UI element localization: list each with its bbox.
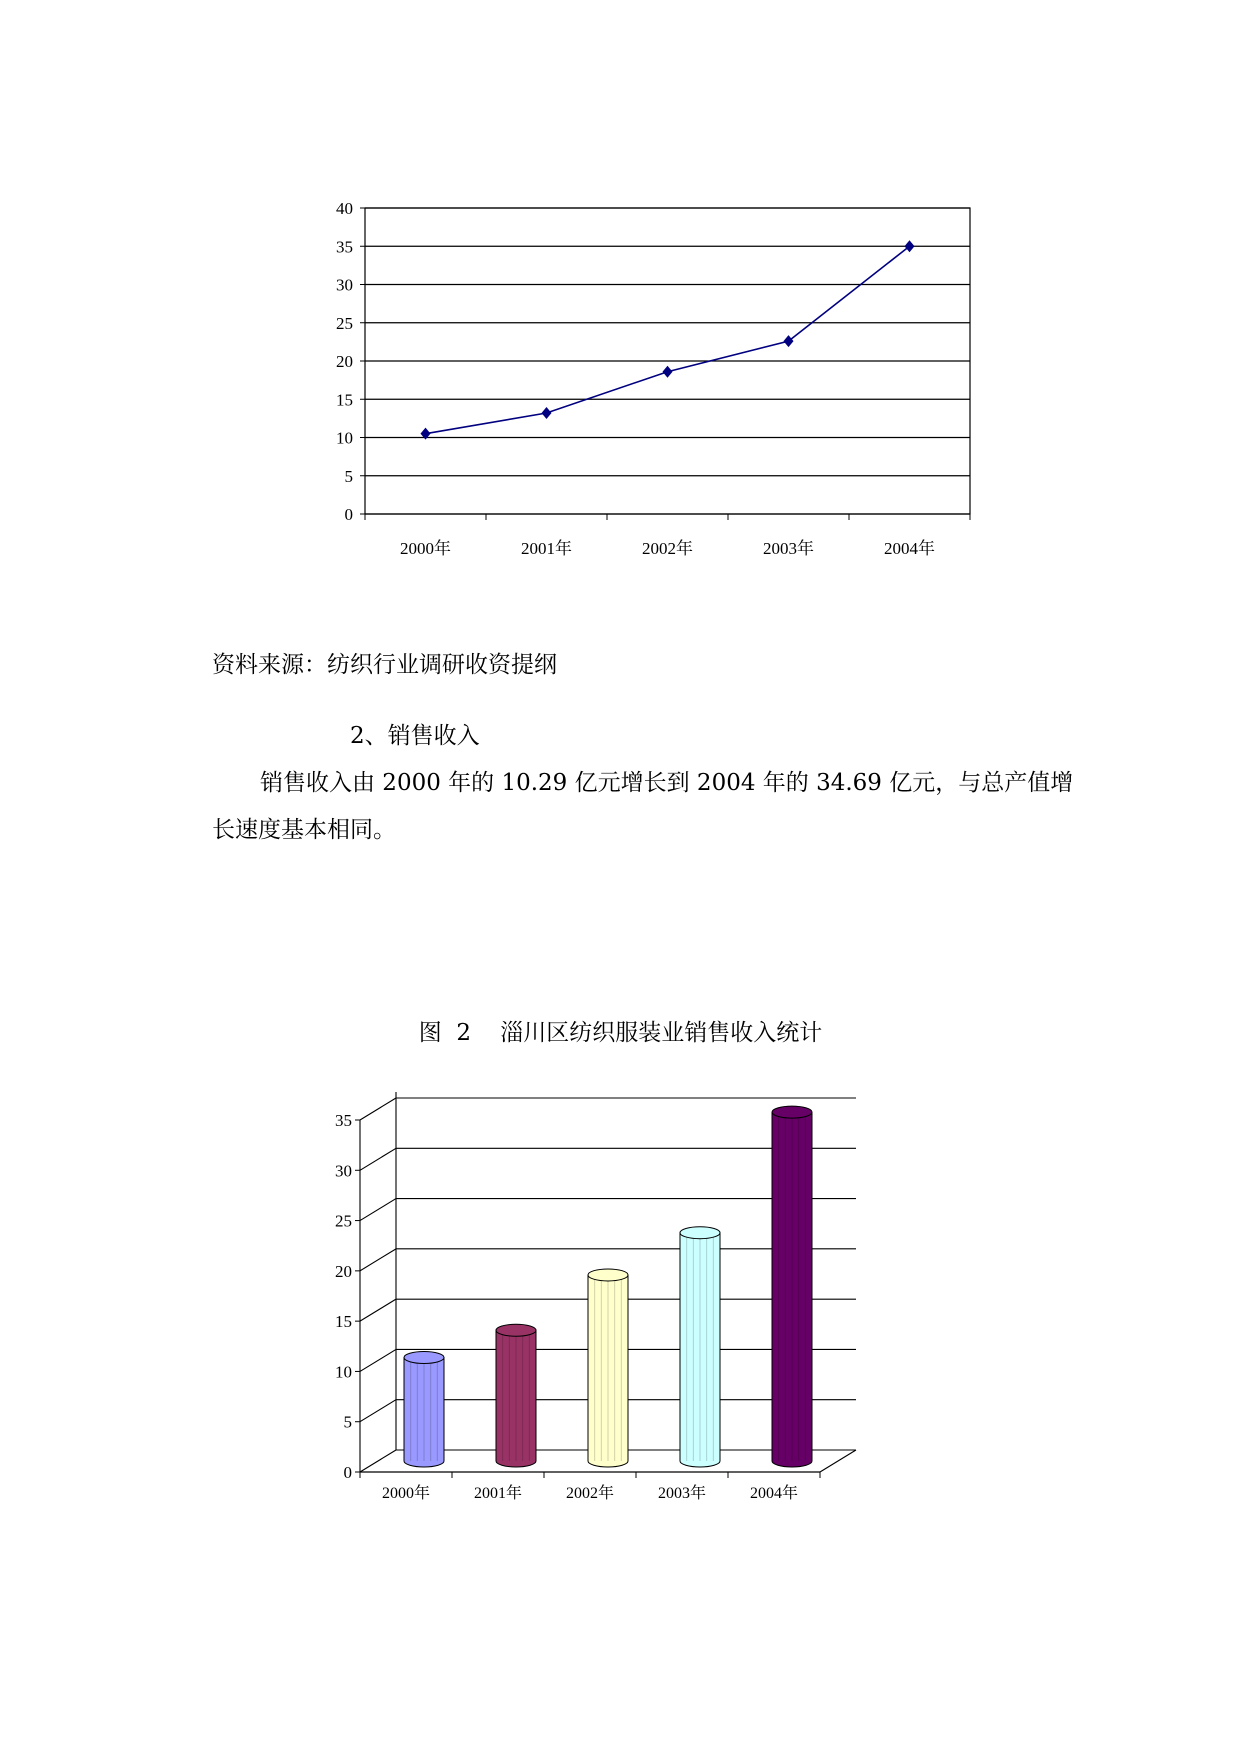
line-chart-series-line: [426, 246, 910, 433]
line-chart-y-tick-label: 5: [344, 466, 353, 486]
bar-chart: [330, 1080, 990, 1530]
line-chart-y-ticks: [336, 199, 353, 524]
bar-chart-bar-top: [772, 1106, 812, 1118]
bar-chart-side-gridline: [360, 1148, 396, 1170]
bar-chart-x-tick-label: 2003年: [657, 1485, 707, 1502]
line-chart-x-tick-label: 2000年: [400, 539, 451, 558]
bar-chart-y-tick-label: 10: [335, 1362, 352, 1382]
bar-chart-y-tick-label: 25: [335, 1211, 352, 1231]
line-chart-y-tick-label: 30: [336, 275, 353, 295]
figure-2-caption: 图 2 淄川区纺织服装业销售收入统计: [418, 1020, 823, 1046]
bar-chart-side-gridline: [360, 1098, 396, 1120]
line-chart-x-ticks: [400, 538, 935, 558]
chart-source-note: 资料来源：纺织行业调研收资提纲: [212, 652, 557, 678]
bar-chart-x-tick-label: 2000年: [381, 1485, 431, 1502]
bar-chart-bar-top: [496, 1324, 536, 1336]
bar-chart-y-tick-label: 0: [343, 1463, 352, 1482]
bar-chart-x-ticks: [382, 1483, 798, 1502]
line-chart-y-tick-label: 40: [336, 199, 353, 218]
line-chart-x-tick-label: 2002年: [642, 539, 693, 558]
line-chart-grid: [360, 208, 970, 520]
bar-chart-bars: [404, 1106, 812, 1467]
bar-chart-y-tick-label: 5: [343, 1412, 352, 1432]
line-chart-point: [663, 366, 673, 378]
line-chart-y-tick-label: 25: [336, 313, 353, 333]
bar-chart-bar-top: [588, 1269, 628, 1281]
bar-chart-floor-edge: [820, 1450, 856, 1472]
bar-chart-y-tick-label: 20: [335, 1261, 352, 1281]
section-paragraph-line-2: 长速度基本相同。: [212, 817, 396, 843]
line-chart-point: [784, 335, 794, 347]
bar-chart-side-gridline: [360, 1400, 396, 1422]
line-chart-x-tick-label: 2001年: [521, 539, 572, 558]
bar-chart-y-ticks: [335, 1111, 352, 1482]
line-chart-y-tick-label: 15: [336, 390, 353, 410]
bar-chart-side-gridline: [360, 1450, 396, 1472]
bar-chart-y-tick-label: 15: [335, 1312, 352, 1332]
section-paragraph-line-1: 销售收入由 2000 年的 10.29 亿元增长到 2004 年的 34.69 亿元，与总产值增: [260, 770, 1074, 796]
bar-chart-bar-top: [404, 1352, 444, 1364]
line-chart-point: [905, 240, 915, 252]
bar-chart-side-gridline: [360, 1249, 396, 1271]
bar-chart-y-tick-label: 30: [335, 1161, 352, 1181]
bar-chart-side-gridline: [360, 1199, 396, 1221]
bar-chart-side-gridline: [360, 1349, 396, 1371]
line-chart: [300, 190, 980, 570]
line-chart-y-tick-label: 0: [344, 505, 353, 524]
line-chart-x-tick-label: 2003年: [763, 539, 814, 558]
line-chart-point: [542, 407, 552, 419]
line-chart-y-tick-label: 35: [336, 237, 353, 257]
line-chart-points: [421, 240, 915, 439]
line-chart-y-tick-label: 20: [336, 352, 353, 371]
bar-chart-x-tick-label: 2004年: [749, 1485, 799, 1502]
bar-chart-x-tick-label: 2002年: [565, 1485, 615, 1502]
line-chart-y-tick-label: 10: [336, 428, 353, 448]
section-heading: 2、销售收入: [350, 723, 480, 749]
bar-chart-x-tick-label: 2001年: [473, 1485, 523, 1502]
line-chart-x-tick-label: 2004年: [884, 539, 935, 558]
bar-chart-y-tick-label: 35: [335, 1111, 352, 1130]
bar-chart-bar-top: [680, 1227, 720, 1239]
bar-chart-side-gridline: [360, 1299, 396, 1321]
